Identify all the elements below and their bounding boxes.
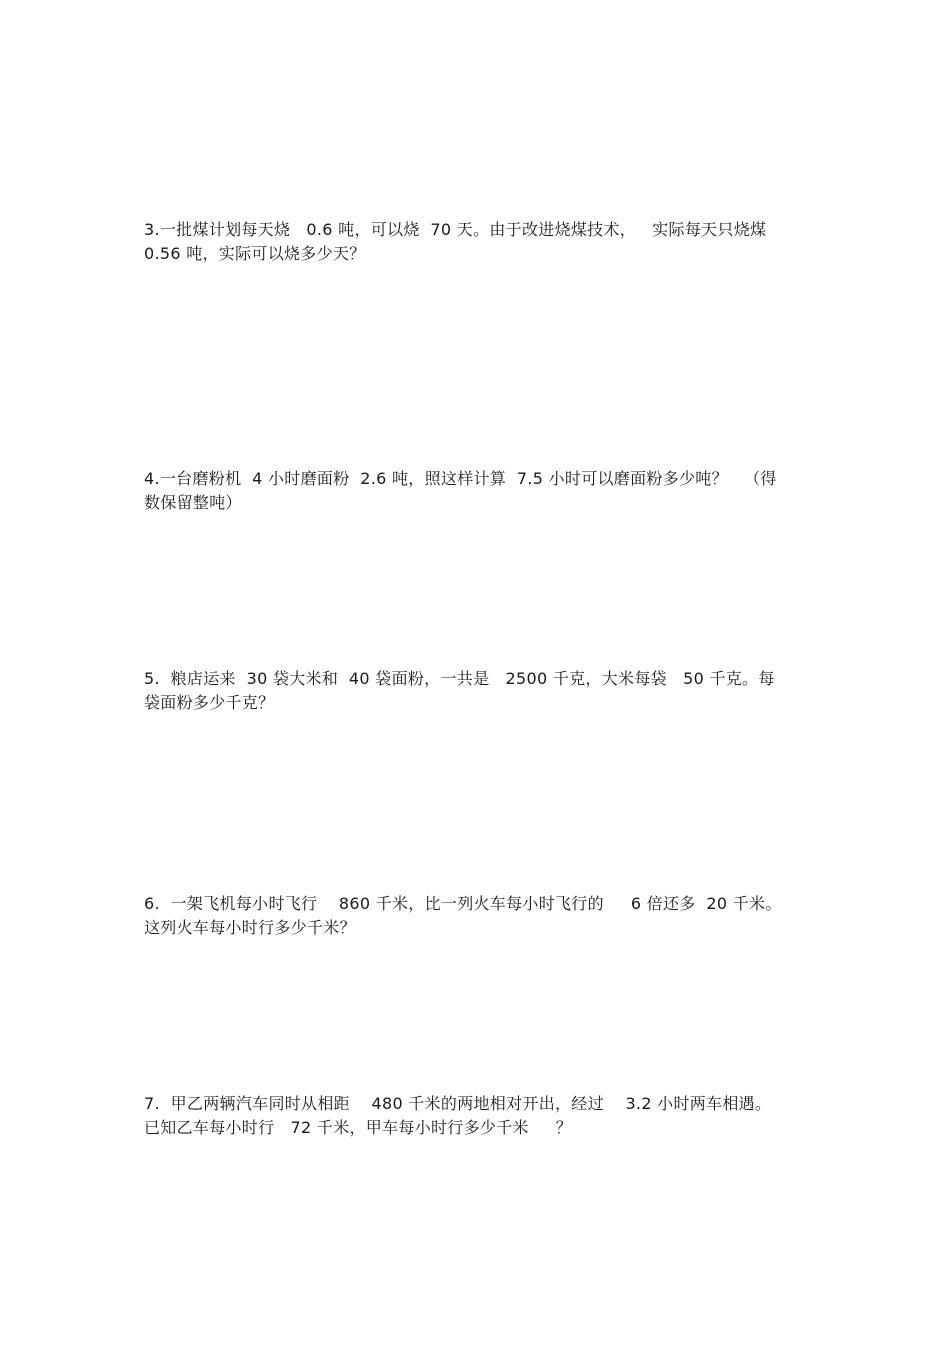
problem-5-line-2: 袋面粉多少千克？ — [144, 693, 275, 712]
problem-3 — [144, 218, 806, 266]
problem-5-line-1: 5. 粮店运来 30 袋大米和 40 袋面粉，一共是 2500 千克，大米每袋 50 千克。每 — [144, 669, 775, 688]
problem-6 — [144, 892, 806, 940]
problem-7 — [144, 1092, 806, 1140]
problem-4 — [144, 467, 806, 515]
problem-7-line-1: 7. 甲乙两辆汽车同时从相距 480 千米的两地相对开出，经过 3.2 小时两车相遇。 — [144, 1094, 772, 1113]
problem-6-line-1: 6. 一架飞机每小时飞行 860 千米，比一列火车每小时飞行的 6 倍还多 20 千米。 — [144, 894, 782, 913]
problem-4-line-1: 4.一台磨粉机 4 小时磨面粉 2.6 吨，照这样计算 7.5 小时可以磨面粉多少吨？ （得 — [144, 469, 777, 488]
problem-4-line-2: 数保留整吨） — [144, 493, 242, 512]
problem-3-line-2: 0.56 吨，实际可以烧多少天？ — [144, 244, 366, 263]
problem-5 — [144, 667, 806, 715]
problem-7-line-2: 已知乙车每小时行 72 千米，甲车每小时行多少千米 ？ — [144, 1118, 573, 1137]
problem-6-line-2: 这列火车每小时行多少千米？ — [144, 918, 356, 937]
problem-3-line-1: 3.一批煤计划每天烧 0.6 吨，可以烧 70 天。由于改进烧煤技术， 实际每天只烧煤 — [144, 220, 767, 239]
